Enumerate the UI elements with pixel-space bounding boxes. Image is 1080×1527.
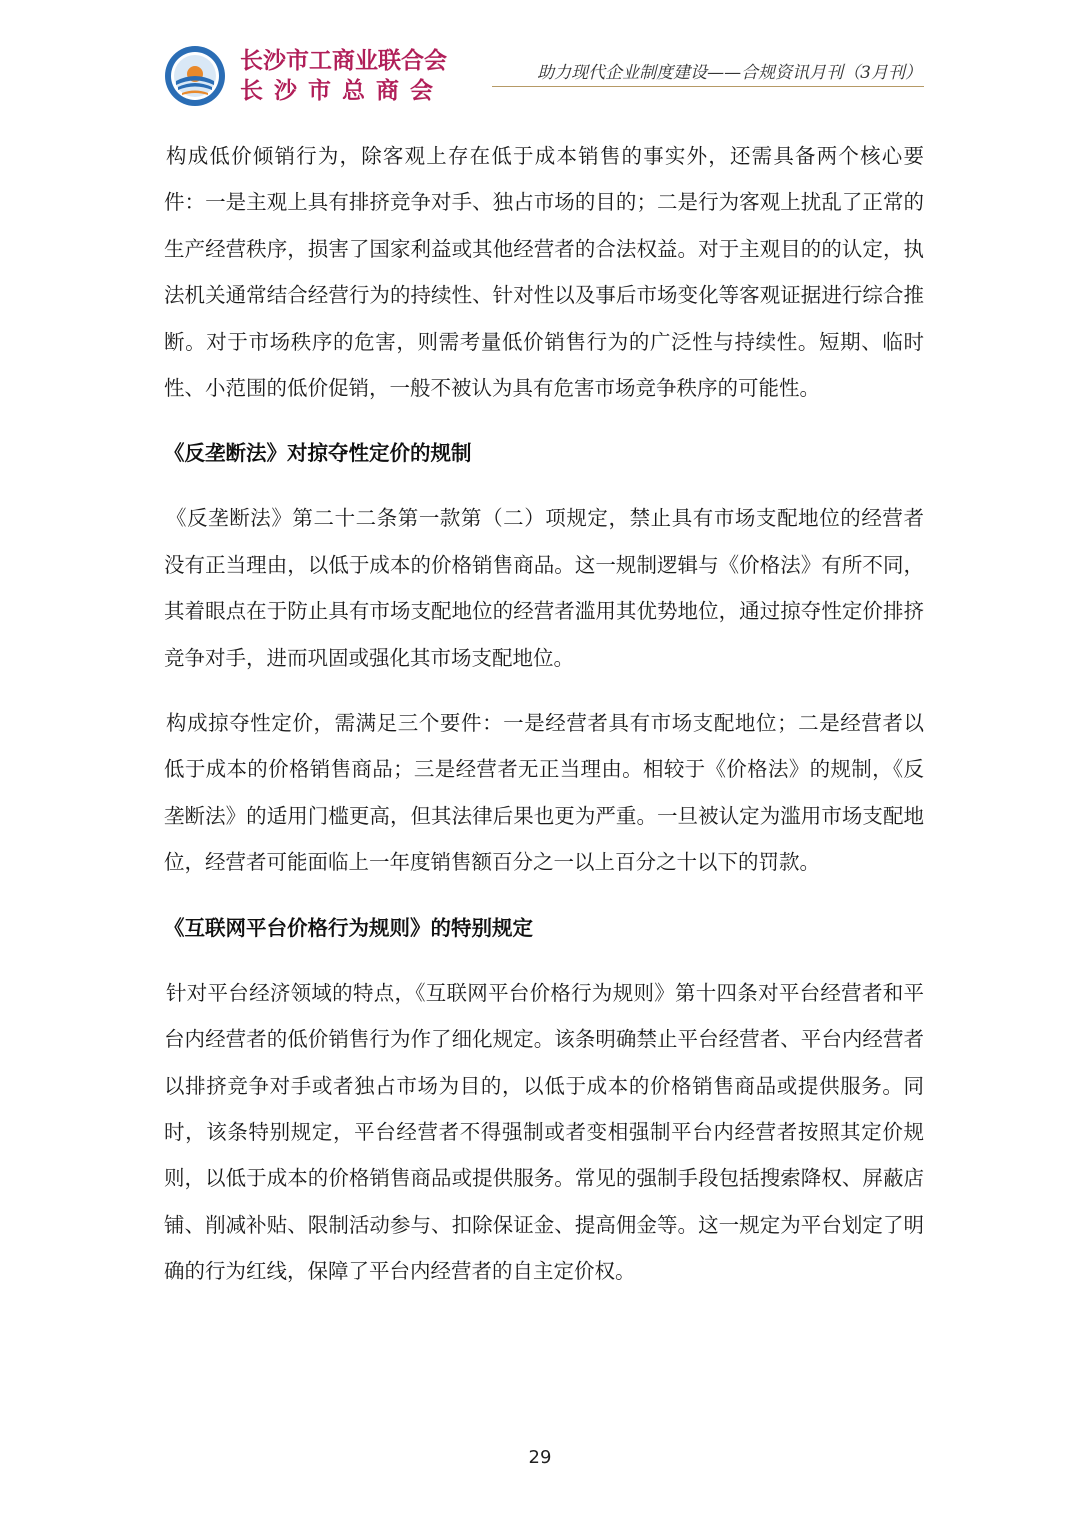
page-number: 29	[528, 1447, 552, 1468]
org-name-line-1: 长沙市工商业联合会	[240, 48, 447, 74]
paragraph-dumping-requirements: 构成低价倾销行为，除客观上存在低于成本销售的事实外，还需具备两个核心要件：一是主观上具有排挤竞争对手、独占市场的目的；二是行为客观上扰乱了正常的生产经营秩序，损害了国家利益或其他经营者的合法权益。对于主观目的的认定，执法机关通常结合经营行为的持续性、针对性以及事后市场变化等客观证据进行综合推断。对于市场秩序的危害，则需考量低价销售行为的广泛性与持续性。短期、临时性、小范围的低价促销，一般不被认为具有危害市场竞争秩序的可能性。	[164, 144, 924, 401]
paragraph-antimonopoly-article: 《反垄断法》第二十二条第一款第（二）项规定，禁止具有市场支配地位的经营者没有正当理由，以低于成本的价格销售商品。这一规制逻辑与《价格法》有所不同，其着眼点在于防止具有市场支配地位的经营者滥用其优势地位，通过掠夺性定价排挤竞争对手，进而巩固或强化其市场支配地位。	[164, 506, 924, 670]
section-heading-antimonopoly: 《反垄断法》对掠夺性定价的规制	[164, 441, 472, 466]
org-name-line-2: 长沙市总商会	[240, 78, 444, 104]
header-divider	[492, 86, 924, 87]
page-header	[164, 40, 924, 112]
organization-name	[240, 46, 447, 106]
chamber-of-commerce-logo	[164, 45, 226, 107]
paragraph-predatory-pricing-requirements: 构成掠夺性定价，需满足三个要件：一是经营者具有市场支配地位；二是经营者以低于成本的价格销售商品；三是经营者无正当理由。相较于《价格法》的规制，《反垄断法》的适用门槛更高，但其法律后果也更为严重。一旦被认定为滥用市场支配地位，经营者可能面临上一年度销售额百分之一以上百分之十以下的罚款。	[164, 711, 924, 875]
paragraph-platform-rules: 针对平台经济领域的特点，《互联网平台价格行为规则》第十四条对平台经营者和平台内经营者的低价销售行为作了细化规定。该条明确禁止平台经营者、平台内经营者以排挤竞争对手或者独占市场为目的，以低于成本的价格销售商品或提供服务。同时，该条特别规定，平台经营者不得强制或者变相强制平台内经营者按照其定价规则，以低于成本的价格销售商品或提供服务。常见的强制手段包括搜索降权、屏蔽店铺、削减补贴、限制活动参与、扣除保证金、提高佣金等。这一规定为平台划定了明确的行为红线，保障了平台内经营者的自主定价权。	[164, 980, 924, 1284]
section-heading-platform-rules: 《互联网平台价格行为规则》的特别规定	[164, 915, 533, 940]
publication-tagline: 助力现代企业制度建设——合规资讯月刊（3月刊）	[537, 63, 922, 83]
article-body	[164, 133, 924, 1295]
